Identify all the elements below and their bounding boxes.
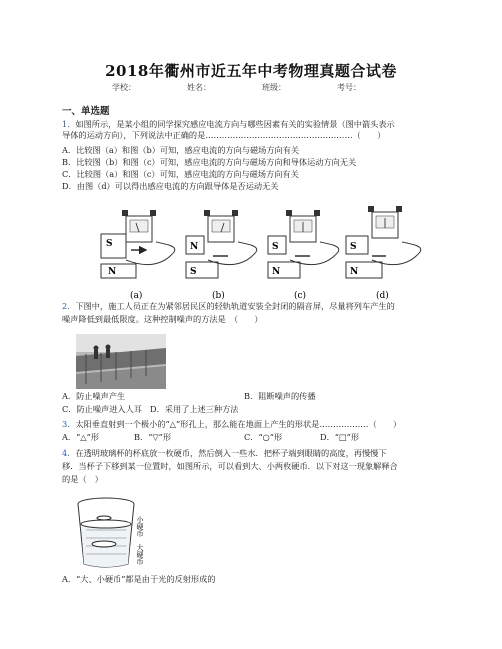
question-4-stem-line-1: 4．在透明玻璃杯的杯底放一枚硬币，然后倒入一些水．把杯子端到眼睛的高度，再慢慢下 [62,448,387,458]
glass-with-coins-figure [74,496,154,570]
name-field-label: 姓名： [187,83,211,92]
exam-number-field-label: 考号： [337,83,361,92]
section-heading: 一、单选题 [62,106,110,117]
student-info-row [112,82,412,93]
question-4-option-a: A．“大、小硬币”都是由于光的反射形成的 [62,574,216,584]
question-1-option-c: C．比较图（a）和图（c）可知，感应电流的方向与磁场方向有关 [62,169,299,179]
question-1-option-b: B．比较图（b）和图（c）可知，感应电流的方向与磁场方向和导体运动方向无关 [62,157,357,167]
pole-label-n: N [190,242,199,252]
figure-label-a: (a) [130,291,143,301]
figure-b [186,210,257,301]
question-3-stem-line-1: 3．太阳垂直射到一个极小的“△”形孔上，那么能在地面上产生的形状是………………（ ） [62,419,402,429]
induction-experiment-figure [96,206,426,302]
figure-c [268,210,339,301]
small-coin-label: 小硬币 [136,516,144,537]
pole-label-s: S [272,242,279,252]
pole-label-n: N [272,267,281,277]
question-3-option-b: B．“▽”形 [134,432,172,442]
question-3-option-c: C．“○”形 [244,432,283,442]
pole-label-n: N [108,267,117,277]
figure-d [346,206,421,301]
question-2-option-c: C．防止噪声进入人耳 [62,404,142,414]
question-2-stem-line-1: 2．下图中，施工人员正在为紧邻居民区的轻轨轨道安装全封闭的隔音屏，尽量将列车产生的 [62,301,395,311]
noise-barrier-photo [76,334,166,389]
school-field-label: 学校： [112,83,136,92]
question-number: 4． [62,448,76,458]
question-1-stem-line-2: 导体的运动方向），下列说法中正确的是………………………………………………（ ） [62,130,386,140]
question-2-stem-line-2: 噪声降低到最低限度。这种控制噪声的方法是 （ ） [62,314,263,324]
question-2-option-a: A．防止噪声产生 [62,391,126,401]
big-coin-label: 大硬币 [136,544,144,565]
question-3-option-d: D．“□”形 [320,432,360,442]
figure-label-c: (c) [294,291,307,301]
question-1-stem-line-1: 1．如图所示，是某小组的同学探究感应电流方向与哪些因素有关的实验情景（图中箭头表示 [62,119,395,129]
question-2-option-b: B．阻断噪声的传播 [244,391,316,401]
question-4-stem-line-3: 的是（ ） [62,474,103,484]
figure-a [101,210,175,301]
question-2-option-d: D．采用了上述三种方法 [150,404,239,414]
page-title: 2018年衢州市近五年中考物理真题合试卷 [105,62,397,80]
question-1-option-d: D．由图（d）可以得出感应电流的方向跟导体是否运动无关 [62,181,279,191]
pole-label-n: N [350,267,359,277]
question-number: 3． [62,419,76,429]
figure-label-d: (d) [376,291,389,301]
question-4-stem-line-2: 移．当杯子下移到某一位置时，如图所示，可以看到大、小两枚硬币．以下对这一现象解释合 [62,461,398,471]
question-number: 2． [62,301,76,311]
question-1-option-a: A．比较图（a）和图（b）可知，感应电流的方向与磁场方向有关 [62,145,300,155]
pole-label-s: S [190,267,197,277]
pole-label-s: S [106,239,113,249]
class-field-label: 班级： [262,83,286,92]
question-number: 1． [62,119,76,129]
pole-label-s: S [350,242,357,252]
figure-label-b: (b) [212,291,225,301]
question-3-option-a: A．“△”形 [62,432,99,442]
